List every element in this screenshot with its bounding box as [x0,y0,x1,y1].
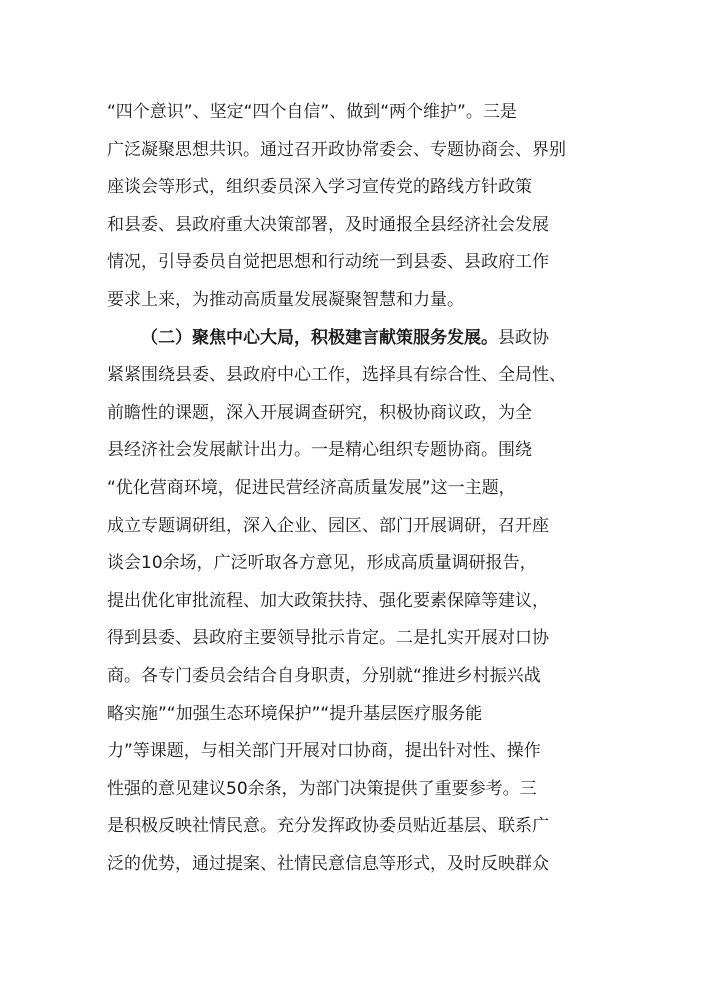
body-line: 紧紧围绕县委、县政府中心工作，选择具有综合性、全局性、 [107,365,566,386]
body-line: 县经济社会发展献计出力。一是精心组织专题协商。围绕 [107,440,532,461]
body-line: 略实施”“加强生态环境保护”“提升基层医疗服务能 [107,703,483,724]
body-line: 性强的意见建议50余条，为部门决策提供了重要参考。三 [107,778,537,799]
body-line: 成立专题调研组，深入企业、园区、部门开展调研，召开座 [107,515,549,536]
body-line: 座谈会等形式，组织委员深入学习宣传党的路线方针政策 [107,177,532,198]
body-line: 情况，引导委员自觉把思想和行动统一到县委、县政府工作 [107,252,549,273]
body-line: 力”等课题，与相关部门开展对口协商，提出针对性、操作 [107,741,541,762]
body-line: 商。各专门委员会结合自身职责，分别就“推进乡村振兴战 [107,665,541,686]
body-line: 是积极反映社情民意。充分发挥政协委员贴近基层、联系广 [107,816,549,837]
body-line: 得到县委、县政府主要领导批示肯定。二是扎实开展对口协 [107,628,549,649]
body-line: 谈会10余场，广泛听取各方意见，形成高质量调研报告， [107,553,537,574]
body-line: “优化营商环境，促进民营经济高质量发展”这一主题， [107,477,516,498]
document-body [107,94,607,883]
body-line: 和县委、县政府重大决策部署，及时通报全县经济社会发展 [107,214,549,235]
body-line: 泛的优势，通过提案、社情民意信息等形式，及时反映群众 [107,853,549,874]
body-line: 要求上来，为推动高质量发展凝聚智慧和力量。 [107,289,464,310]
body-line: 前瞻性的课题，深入开展调查研究，积极协商议政，为全 [107,402,532,423]
body-line: 提出优化审批流程、加大政策扶持、强化要素保障等建议， [107,590,549,611]
body-line: 广泛凝聚思想共识。通过召开政协常委会、专题协商会、界别 [107,139,566,160]
section-heading-line [107,320,607,358]
body-line: “四个意识”、坚定“四个自信”、做到“两个维护”。三是 [107,102,517,122]
section-heading-tail: 县政协 [498,327,549,348]
section-heading: （二）聚焦中心大局，积极建言献策服务发展。 [141,327,498,348]
